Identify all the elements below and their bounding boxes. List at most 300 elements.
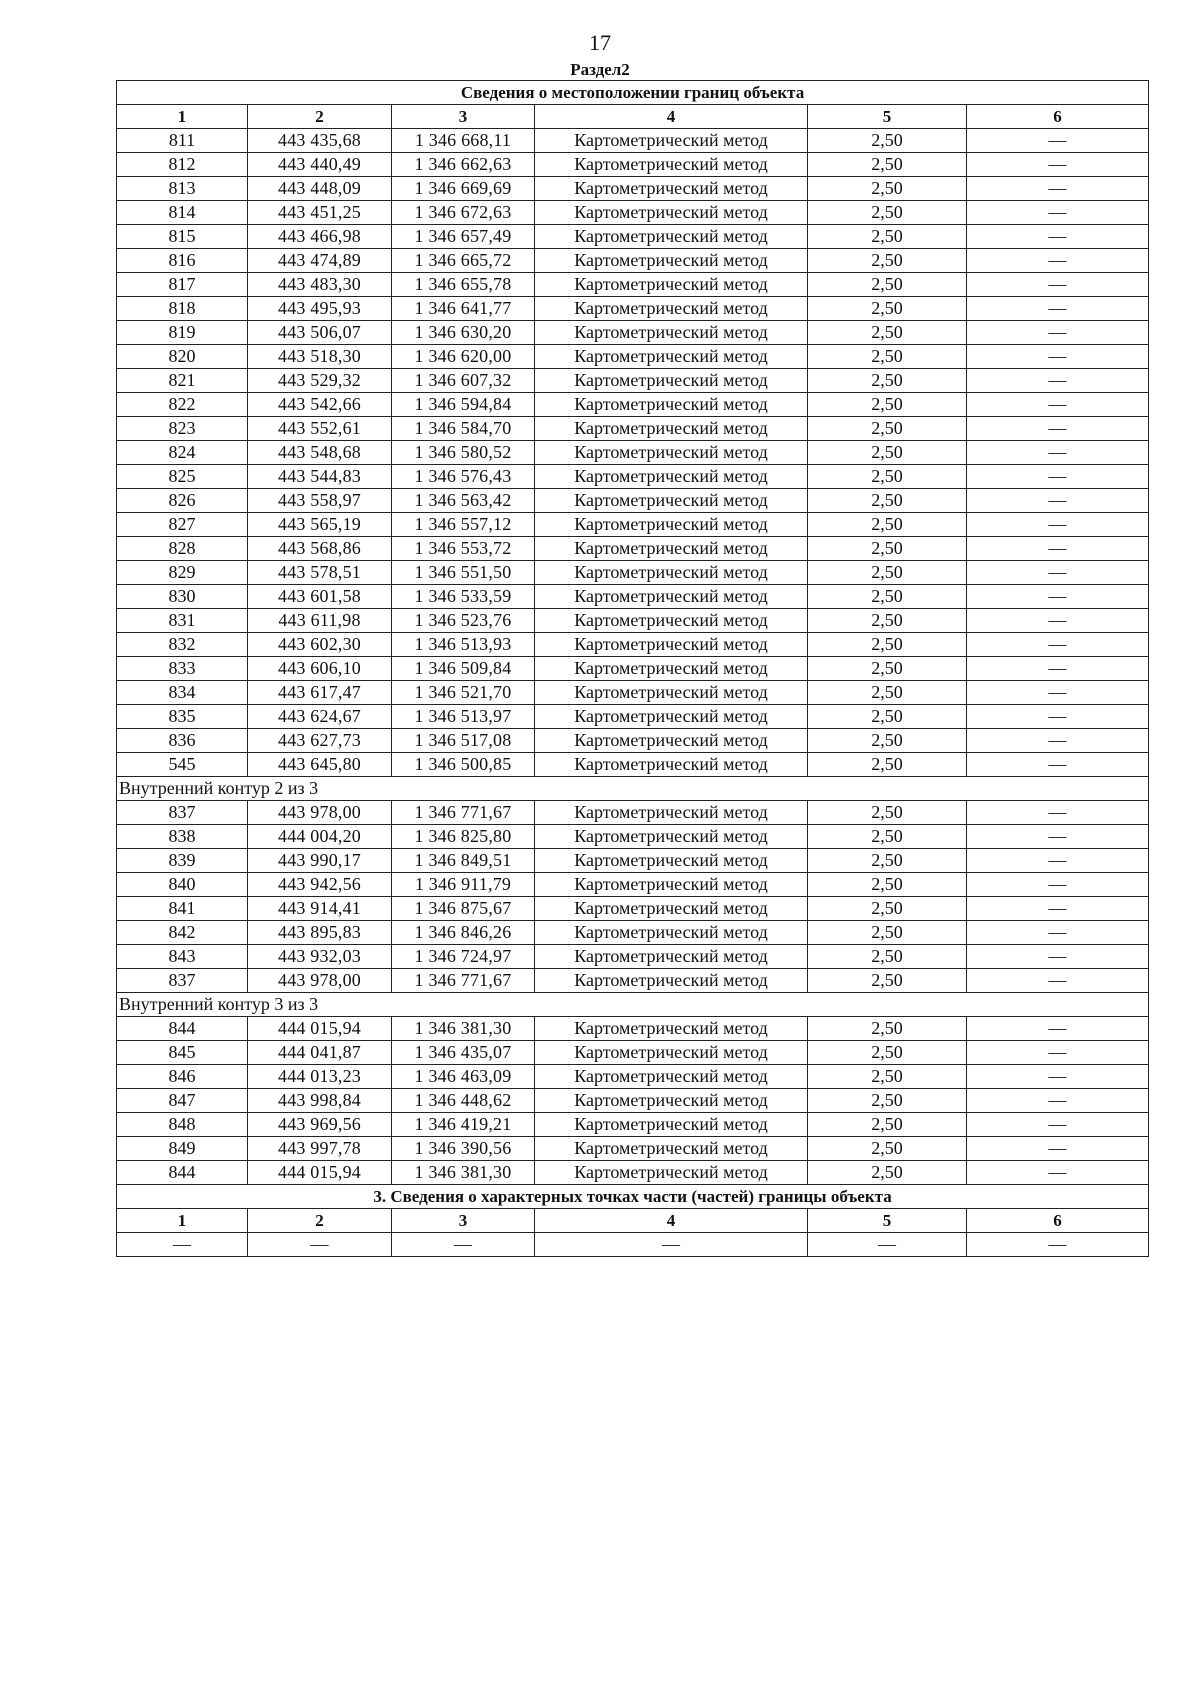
description: — bbox=[967, 297, 1149, 321]
description: — bbox=[967, 177, 1149, 201]
coordinate-x: 443 914,41 bbox=[248, 897, 392, 921]
coordinate-x: 443 627,73 bbox=[248, 729, 392, 753]
coordinate-x: 443 542,66 bbox=[248, 393, 392, 417]
point-number: 828 bbox=[117, 537, 248, 561]
point-number: 844 bbox=[117, 1161, 248, 1185]
coordinate-y: 1 346 771,67 bbox=[392, 969, 535, 993]
accuracy: 2,50 bbox=[808, 1089, 967, 1113]
contour-row bbox=[117, 777, 1149, 801]
table-row bbox=[117, 153, 1149, 177]
description: — bbox=[967, 945, 1149, 969]
column-header-1: 1 bbox=[117, 105, 248, 129]
coordinate-y: 1 346 381,30 bbox=[392, 1017, 535, 1041]
point-number: 832 bbox=[117, 633, 248, 657]
accuracy: 2,50 bbox=[808, 585, 967, 609]
table-row bbox=[117, 921, 1149, 945]
column-header-3: 3 bbox=[392, 1209, 535, 1233]
description: — bbox=[967, 873, 1149, 897]
accuracy: 2,50 bbox=[808, 1137, 967, 1161]
coordinate-x: 443 483,30 bbox=[248, 273, 392, 297]
coordinate-x: 443 466,98 bbox=[248, 225, 392, 249]
method: Картометрический метод bbox=[535, 465, 808, 489]
method: Картометрический метод bbox=[535, 1137, 808, 1161]
coordinate-y: 1 346 825,80 bbox=[392, 825, 535, 849]
method: Картометрический метод bbox=[535, 1113, 808, 1137]
coordinate-x: 443 568,86 bbox=[248, 537, 392, 561]
point-number: 829 bbox=[117, 561, 248, 585]
coordinate-y: 1 346 500,85 bbox=[392, 753, 535, 777]
coordinate-x: 444 041,87 bbox=[248, 1041, 392, 1065]
coordinate-y: 1 346 594,84 bbox=[392, 393, 535, 417]
accuracy: 2,50 bbox=[808, 345, 967, 369]
accuracy: 2,50 bbox=[808, 825, 967, 849]
coordinate-y: 1 346 771,67 bbox=[392, 801, 535, 825]
coordinate-y: 1 346 607,32 bbox=[392, 369, 535, 393]
point-number: 825 bbox=[117, 465, 248, 489]
table-row bbox=[117, 369, 1149, 393]
description: — bbox=[967, 153, 1149, 177]
coordinate-y: 1 346 657,49 bbox=[392, 225, 535, 249]
coordinate-x: 443 997,78 bbox=[248, 1137, 392, 1161]
section3-column-header-row bbox=[117, 1209, 1149, 1233]
table-row bbox=[117, 513, 1149, 537]
method: Картометрический метод bbox=[535, 369, 808, 393]
description: — bbox=[967, 489, 1149, 513]
table-row bbox=[117, 825, 1149, 849]
table-row bbox=[117, 585, 1149, 609]
point-number: 812 bbox=[117, 153, 248, 177]
coordinate-x: 444 004,20 bbox=[248, 825, 392, 849]
table-row bbox=[117, 1065, 1149, 1089]
method: Картометрический метод bbox=[535, 153, 808, 177]
description: — bbox=[967, 273, 1149, 297]
coordinate-y: 1 346 668,11 bbox=[392, 129, 535, 153]
coordinate-x: 443 895,83 bbox=[248, 921, 392, 945]
coordinate-y: 1 346 390,56 bbox=[392, 1137, 535, 1161]
accuracy: 2,50 bbox=[808, 849, 967, 873]
description: — bbox=[967, 609, 1149, 633]
coordinate-x: 443 978,00 bbox=[248, 801, 392, 825]
coordinate-y: 1 346 630,20 bbox=[392, 321, 535, 345]
coordinate-y: 1 346 521,70 bbox=[392, 681, 535, 705]
description: — bbox=[967, 417, 1149, 441]
method: Картометрический метод bbox=[535, 297, 808, 321]
accuracy: 2,50 bbox=[808, 561, 967, 585]
coordinate-x: 443 606,10 bbox=[248, 657, 392, 681]
description: — bbox=[967, 1137, 1149, 1161]
point-number: 847 bbox=[117, 1089, 248, 1113]
method: Картометрический метод bbox=[535, 513, 808, 537]
description: — bbox=[967, 897, 1149, 921]
point-number: 826 bbox=[117, 489, 248, 513]
contour-row bbox=[117, 993, 1149, 1017]
method: Картометрический метод bbox=[535, 225, 808, 249]
contour-label: Внутренний контур 3 из 3 bbox=[117, 993, 1149, 1017]
coordinate-x: 443 990,17 bbox=[248, 849, 392, 873]
accuracy: 2,50 bbox=[808, 729, 967, 753]
point-number: 835 bbox=[117, 705, 248, 729]
coordinate-x: 443 558,97 bbox=[248, 489, 392, 513]
point-number: 827 bbox=[117, 513, 248, 537]
point-number: 830 bbox=[117, 585, 248, 609]
table-row bbox=[117, 561, 1149, 585]
point-number: 818 bbox=[117, 297, 248, 321]
accuracy: 2,50 bbox=[808, 201, 967, 225]
table-row bbox=[117, 297, 1149, 321]
description: — bbox=[967, 1161, 1149, 1185]
coordinate-x: 443 451,25 bbox=[248, 201, 392, 225]
coordinate-x: 443 506,07 bbox=[248, 321, 392, 345]
table-row bbox=[117, 1041, 1149, 1065]
point-number: 820 bbox=[117, 345, 248, 369]
table-row bbox=[117, 945, 1149, 969]
boundary-table bbox=[116, 80, 1149, 1257]
point-number: 841 bbox=[117, 897, 248, 921]
method: Картометрический метод bbox=[535, 657, 808, 681]
method: Картометрический метод bbox=[535, 249, 808, 273]
table-row bbox=[117, 897, 1149, 921]
column-header-6: 6 bbox=[967, 1209, 1149, 1233]
method: Картометрический метод bbox=[535, 201, 808, 225]
point-number: 819 bbox=[117, 321, 248, 345]
accuracy: 2,50 bbox=[808, 801, 967, 825]
coordinate-x: 443 978,00 bbox=[248, 969, 392, 993]
description: — bbox=[967, 801, 1149, 825]
description: — bbox=[967, 441, 1149, 465]
method: Картометрический метод bbox=[535, 393, 808, 417]
method: Картометрический метод bbox=[535, 633, 808, 657]
coordinate-x: 443 624,67 bbox=[248, 705, 392, 729]
page-number: 17 bbox=[589, 30, 611, 55]
method: Картометрический метод bbox=[535, 681, 808, 705]
section-label: Раздел2 bbox=[570, 60, 630, 79]
description: — bbox=[967, 681, 1149, 705]
point-number: 849 bbox=[117, 1137, 248, 1161]
accuracy: 2,50 bbox=[808, 609, 967, 633]
accuracy: 2,50 bbox=[808, 1041, 967, 1065]
point-number: 817 bbox=[117, 273, 248, 297]
method: Картометрический метод bbox=[535, 897, 808, 921]
point-number: 822 bbox=[117, 393, 248, 417]
point-number: 848 bbox=[117, 1113, 248, 1137]
coordinate-y: 1 346 563,42 bbox=[392, 489, 535, 513]
table-row bbox=[117, 1137, 1149, 1161]
accuracy: 2,50 bbox=[808, 633, 967, 657]
coordinate-y: — bbox=[392, 1233, 535, 1257]
coordinate-x: 444 015,94 bbox=[248, 1161, 392, 1185]
point-number: 815 bbox=[117, 225, 248, 249]
table-row bbox=[117, 1161, 1149, 1185]
description: — bbox=[967, 1017, 1149, 1041]
table-row bbox=[117, 633, 1149, 657]
method: Картометрический метод bbox=[535, 801, 808, 825]
coordinate-y: 1 346 435,07 bbox=[392, 1041, 535, 1065]
table-row bbox=[117, 225, 1149, 249]
point-number: 821 bbox=[117, 369, 248, 393]
description: — bbox=[967, 849, 1149, 873]
coordinate-y: 1 346 584,70 bbox=[392, 417, 535, 441]
accuracy: 2,50 bbox=[808, 753, 967, 777]
table-row bbox=[117, 969, 1149, 993]
column-header-5: 5 bbox=[808, 1209, 967, 1233]
table-row bbox=[117, 873, 1149, 897]
method: Картометрический метод bbox=[535, 729, 808, 753]
coordinate-y: 1 346 669,69 bbox=[392, 177, 535, 201]
column-header-6: 6 bbox=[967, 105, 1149, 129]
point-number: 837 bbox=[117, 969, 248, 993]
accuracy: 2,50 bbox=[808, 393, 967, 417]
point-number: 814 bbox=[117, 201, 248, 225]
method: Картометрический метод bbox=[535, 345, 808, 369]
coordinate-y: 1 346 846,26 bbox=[392, 921, 535, 945]
accuracy: 2,50 bbox=[808, 129, 967, 153]
coordinate-x: 443 998,84 bbox=[248, 1089, 392, 1113]
method: Картометрический метод bbox=[535, 129, 808, 153]
accuracy: 2,50 bbox=[808, 705, 967, 729]
coordinate-x: 443 969,56 bbox=[248, 1113, 392, 1137]
column-header-5: 5 bbox=[808, 105, 967, 129]
accuracy: — bbox=[808, 1233, 967, 1257]
method: Картометрический метод bbox=[535, 1041, 808, 1065]
description: — bbox=[967, 585, 1149, 609]
description: — bbox=[967, 537, 1149, 561]
column-header-2: 2 bbox=[248, 1209, 392, 1233]
coordinate-y: 1 346 509,84 bbox=[392, 657, 535, 681]
accuracy: 2,50 bbox=[808, 945, 967, 969]
method: Картометрический метод bbox=[535, 441, 808, 465]
column-header-4: 4 bbox=[535, 1209, 808, 1233]
method: Картометрический метод bbox=[535, 1065, 808, 1089]
coordinate-y: 1 346 533,59 bbox=[392, 585, 535, 609]
accuracy: 2,50 bbox=[808, 537, 967, 561]
table-row bbox=[117, 177, 1149, 201]
description: — bbox=[967, 753, 1149, 777]
method: Картометрический метод bbox=[535, 609, 808, 633]
coordinate-x: — bbox=[248, 1233, 392, 1257]
description: — bbox=[967, 561, 1149, 585]
method: Картометрический метод bbox=[535, 705, 808, 729]
table-row bbox=[117, 201, 1149, 225]
accuracy: 2,50 bbox=[808, 1161, 967, 1185]
table-row bbox=[117, 273, 1149, 297]
table-row bbox=[117, 1113, 1149, 1137]
point-number: 836 bbox=[117, 729, 248, 753]
table-row bbox=[117, 321, 1149, 345]
point-number: 823 bbox=[117, 417, 248, 441]
table-row bbox=[117, 345, 1149, 369]
coordinate-y: 1 346 665,72 bbox=[392, 249, 535, 273]
coordinate-x: 443 474,89 bbox=[248, 249, 392, 273]
point-number: 833 bbox=[117, 657, 248, 681]
coordinate-x: 443 548,68 bbox=[248, 441, 392, 465]
coordinate-y: 1 346 875,67 bbox=[392, 897, 535, 921]
description: — bbox=[967, 465, 1149, 489]
description: — bbox=[967, 1233, 1149, 1257]
section3-title-row bbox=[117, 1185, 1149, 1209]
coordinate-y: 1 346 641,77 bbox=[392, 297, 535, 321]
coordinate-y: 1 346 911,79 bbox=[392, 873, 535, 897]
description: — bbox=[967, 321, 1149, 345]
table-row bbox=[117, 537, 1149, 561]
column-header-1: 1 bbox=[117, 1209, 248, 1233]
coordinate-x: 443 435,68 bbox=[248, 129, 392, 153]
description: — bbox=[967, 657, 1149, 681]
method: Картометрический метод bbox=[535, 585, 808, 609]
point-number: 811 bbox=[117, 129, 248, 153]
section3-title: 3. Сведения о характерных точках части (частей) границы объекта bbox=[117, 1185, 1149, 1209]
method: Картометрический метод bbox=[535, 489, 808, 513]
coordinate-y: 1 346 662,63 bbox=[392, 153, 535, 177]
coordinate-x: 443 942,56 bbox=[248, 873, 392, 897]
table-row bbox=[117, 441, 1149, 465]
point-number: 834 bbox=[117, 681, 248, 705]
point-number: 839 bbox=[117, 849, 248, 873]
table-row bbox=[117, 609, 1149, 633]
contour-label: Внутренний контур 2 из 3 bbox=[117, 777, 1149, 801]
description: — bbox=[967, 129, 1149, 153]
coordinate-x: 443 601,58 bbox=[248, 585, 392, 609]
point-number: 545 bbox=[117, 753, 248, 777]
accuracy: 2,50 bbox=[808, 441, 967, 465]
accuracy: 2,50 bbox=[808, 1017, 967, 1041]
method: Картометрический метод bbox=[535, 1017, 808, 1041]
method: Картометрический метод bbox=[535, 825, 808, 849]
coordinate-y: 1 346 513,93 bbox=[392, 633, 535, 657]
table-row bbox=[117, 465, 1149, 489]
description: — bbox=[967, 393, 1149, 417]
accuracy: 2,50 bbox=[808, 321, 967, 345]
description: — bbox=[967, 705, 1149, 729]
column-header-3: 3 bbox=[392, 105, 535, 129]
coordinate-y: 1 346 513,97 bbox=[392, 705, 535, 729]
point-number: 840 bbox=[117, 873, 248, 897]
coordinate-x: 443 544,83 bbox=[248, 465, 392, 489]
table-row bbox=[117, 489, 1149, 513]
accuracy: 2,50 bbox=[808, 153, 967, 177]
coordinate-x: 444 015,94 bbox=[248, 1017, 392, 1041]
coordinate-y: 1 346 672,63 bbox=[392, 201, 535, 225]
coordinate-x: 443 552,61 bbox=[248, 417, 392, 441]
description: — bbox=[967, 921, 1149, 945]
accuracy: 2,50 bbox=[808, 417, 967, 441]
accuracy: 2,50 bbox=[808, 369, 967, 393]
accuracy: 2,50 bbox=[808, 225, 967, 249]
point-number: 842 bbox=[117, 921, 248, 945]
description: — bbox=[967, 729, 1149, 753]
description: — bbox=[967, 513, 1149, 537]
coordinate-x: 443 617,47 bbox=[248, 681, 392, 705]
coordinate-x: 443 440,49 bbox=[248, 153, 392, 177]
coordinate-x: 443 932,03 bbox=[248, 945, 392, 969]
point-number: 837 bbox=[117, 801, 248, 825]
coordinate-y: 1 346 523,76 bbox=[392, 609, 535, 633]
accuracy: 2,50 bbox=[808, 657, 967, 681]
coordinate-x: 443 602,30 bbox=[248, 633, 392, 657]
accuracy: 2,50 bbox=[808, 1065, 967, 1089]
accuracy: 2,50 bbox=[808, 297, 967, 321]
method: Картометрический метод bbox=[535, 753, 808, 777]
point-number: — bbox=[117, 1233, 248, 1257]
description: — bbox=[967, 201, 1149, 225]
coordinate-y: 1 346 448,62 bbox=[392, 1089, 535, 1113]
method: Картометрический метод bbox=[535, 177, 808, 201]
column-header-2: 2 bbox=[248, 105, 392, 129]
method: Картометрический метод bbox=[535, 921, 808, 945]
point-number: 813 bbox=[117, 177, 248, 201]
accuracy: 2,50 bbox=[808, 249, 967, 273]
method: Картометрический метод bbox=[535, 849, 808, 873]
point-number: 816 bbox=[117, 249, 248, 273]
coordinate-x: 443 645,80 bbox=[248, 753, 392, 777]
coordinate-y: 1 346 724,97 bbox=[392, 945, 535, 969]
coordinate-x: 443 518,30 bbox=[248, 345, 392, 369]
coordinate-y: 1 346 551,50 bbox=[392, 561, 535, 585]
column-header-4: 4 bbox=[535, 105, 808, 129]
accuracy: 2,50 bbox=[808, 921, 967, 945]
table-row bbox=[117, 393, 1149, 417]
coordinate-x: 443 495,93 bbox=[248, 297, 392, 321]
method: Картометрический метод bbox=[535, 1161, 808, 1185]
method: Картометрический метод bbox=[535, 1089, 808, 1113]
coordinate-x: 443 529,32 bbox=[248, 369, 392, 393]
table-row bbox=[117, 681, 1149, 705]
boundary-table-body bbox=[117, 81, 1149, 1257]
description: — bbox=[967, 345, 1149, 369]
coordinate-x: 443 565,19 bbox=[248, 513, 392, 537]
coordinate-y: 1 346 655,78 bbox=[392, 273, 535, 297]
coordinate-x: 444 013,23 bbox=[248, 1065, 392, 1089]
accuracy: 2,50 bbox=[808, 489, 967, 513]
coordinate-y: 1 346 517,08 bbox=[392, 729, 535, 753]
description: — bbox=[967, 1065, 1149, 1089]
coordinate-y: 1 346 576,43 bbox=[392, 465, 535, 489]
method: Картометрический метод bbox=[535, 273, 808, 297]
description: — bbox=[967, 1089, 1149, 1113]
point-number: 838 bbox=[117, 825, 248, 849]
table-row bbox=[117, 657, 1149, 681]
accuracy: 2,50 bbox=[808, 681, 967, 705]
table-row bbox=[117, 417, 1149, 441]
description: — bbox=[967, 369, 1149, 393]
description: — bbox=[967, 633, 1149, 657]
table-row bbox=[117, 1089, 1149, 1113]
method: Картометрический метод bbox=[535, 873, 808, 897]
accuracy: 2,50 bbox=[808, 873, 967, 897]
coordinate-y: 1 346 463,09 bbox=[392, 1065, 535, 1089]
description: — bbox=[967, 825, 1149, 849]
point-number: 845 bbox=[117, 1041, 248, 1065]
table-row bbox=[117, 1233, 1149, 1257]
accuracy: 2,50 bbox=[808, 177, 967, 201]
method: Картометрический метод bbox=[535, 561, 808, 585]
description: — bbox=[967, 1041, 1149, 1065]
table-title: Сведения о местоположении границ объекта bbox=[117, 81, 1149, 105]
method: Картометрический метод bbox=[535, 945, 808, 969]
method: Картометрический метод bbox=[535, 969, 808, 993]
coordinate-y: 1 346 557,12 bbox=[392, 513, 535, 537]
coordinate-y: 1 346 553,72 bbox=[392, 537, 535, 561]
coordinate-y: 1 346 849,51 bbox=[392, 849, 535, 873]
method: Картометрический метод bbox=[535, 417, 808, 441]
accuracy: 2,50 bbox=[808, 273, 967, 297]
description: — bbox=[967, 969, 1149, 993]
description: — bbox=[967, 225, 1149, 249]
coordinate-y: 1 346 620,00 bbox=[392, 345, 535, 369]
table-row bbox=[117, 249, 1149, 273]
table-row bbox=[117, 849, 1149, 873]
accuracy: 2,50 bbox=[808, 513, 967, 537]
column-header-row bbox=[117, 105, 1149, 129]
